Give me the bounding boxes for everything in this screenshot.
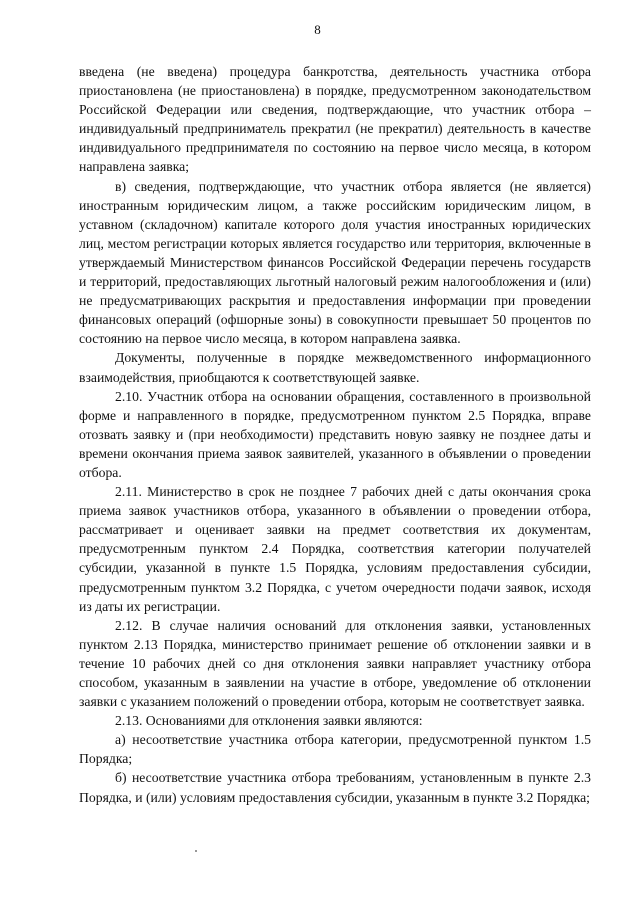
paragraph-item-a: а) несоответствие участника отбора категории, предусмотренной пунктом 1.5 Порядка; <box>79 732 591 767</box>
page-number: 8 <box>314 22 321 37</box>
document-body <box>79 62 591 807</box>
paragraph-2-13: 2.13. Основаниями для отклонения заявки являются: <box>115 713 423 729</box>
paragraph-2-10: 2.10. Участник отбора на основании обращения, составленного в произвольной форме и направленного в порядке, предусмотренном пунктом 2.5 Порядка, вправе отозвать заявку и (при необходимости) представить новую заявку не позднее даты и времени окончания приема заявок заявителей, указанного в объявлении о проведении отбора. <box>79 388 591 480</box>
paragraph-continuation: введена (не введена) процедура банкротства, деятельность участника отбора приостановлена (не приостановлена) в порядке, предусмотренном законодательством Российской Федерации или сведения, подтверждающие, что участник отбора – индивидуальный предприниматель прекратил (не прекратил) деятельность в качестве индивидуального предпринимателя по состоянию на первое число месяца, в котором направлена заявка; <box>79 64 591 175</box>
paragraph-2-12: 2.12. В случае наличия оснований для отклонения заявки, установленных пунктом 2.13 Порядка, министерство принимает решение об отклонении заявки и в течение 10 рабочих дней со дня отклонения заявки направляет участнику отбора способом, указанным в заявлении на участие в отборе, уведомление об отклонении заявки с указанием положений о проведении отбора, которым не соответствует заявка. <box>79 617 591 710</box>
paragraph-documents: Документы, полученные в порядке межведомственного информационного взаимодействия, приобщаются к соответствующей заявке. <box>79 350 591 385</box>
paragraph-item-b: б) несоответствие участника отбора требованиям, установленным в пункте 2.3 Порядка, и (или) условиям предоставления субсидии, указанным в пункте 3.2 Порядка; <box>79 770 591 805</box>
paragraph-2-11: 2.11. Министерство в срок не позднее 7 рабочих дней с даты окончания срока приема заявок участников отбора, указанного в объявлении о проведении отбора, рассматривает и оценивает заявки на предмет соответствия их документам, предусмотренным пунктом 2.4 Порядка, соответствия категории получателей субсидии, указанной в пункте 1.5 Порядка, условиям предоставления субсидии, предусмотренным пунктом 3.2 Порядка, с учетом очередности подачи заявок, исходя из даты их регистрации. <box>79 484 591 614</box>
scan-speck <box>195 850 197 852</box>
paragraph-item-v: в) сведения, подтверждающие, что участник отбора является (не является) иностранным юридическим лицом, а также российским юридическим лицом, в уставном (складочном) капитале которого доля участия иностранных юридических лиц, местом регистрации которых является государство или территория, включенные в утверждаемый Министерством финансов Российской Федерации перечень государств и территорий, предоставляющих льготный налоговый режим налогообложения и (или) не предусматривающих раскрытия и предоставления информации при проведении финансовых операций (офшорные зоны) в совокупности превышает 50 процентов по состоянию на первое число месяца, в котором направлена заявка. <box>79 178 591 347</box>
